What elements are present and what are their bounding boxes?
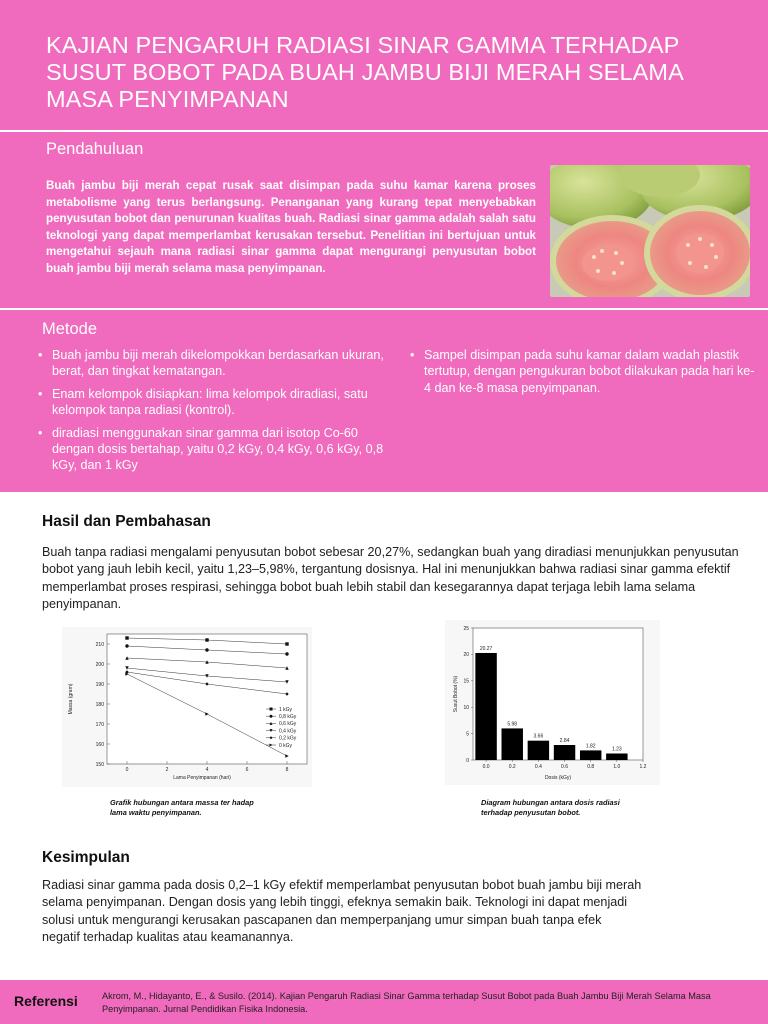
bar-chart-x-tick-label: 1.0 bbox=[613, 764, 621, 770]
bar-chart-plot-area bbox=[473, 628, 643, 760]
bar-chart-bar bbox=[606, 754, 627, 760]
hasil-text: Buah tanpa radiasi mengalami penyusutan bobot sebesar 20,27%, sedangkan buah yang diradiasi menunjukkan penyusutan bobot yang jauh lebih kecil, yaitu 1,23–5,98%, tergantung dosisnya. Hal ini menunjukkan bahwa radiasi sinar gamma efektif memperlambat proses respirasi, sehingga bobot buah lebih stabil dan kesegarannya dapat terjaga lebih lama selama penyimpanan. bbox=[42, 545, 739, 611]
bar-chart-value-label: 3.66 bbox=[533, 733, 544, 740]
section-metode bbox=[0, 310, 768, 492]
bar-chart-y-tick-label: 10 bbox=[463, 705, 469, 711]
metode-list-left bbox=[38, 347, 398, 480]
metode-list-right bbox=[410, 347, 755, 402]
line-chart-x-tick-label: 8 bbox=[285, 767, 289, 773]
line-chart-point bbox=[285, 642, 288, 645]
line-chart-legend-marker bbox=[270, 708, 273, 711]
line-chart-y-tick-label: 180 bbox=[95, 701, 104, 708]
shrinkage-bar-chart bbox=[445, 620, 660, 785]
bar-chart-value-label: 5.98 bbox=[507, 721, 518, 728]
bar-chart-x-tick-label: 0.8 bbox=[587, 764, 595, 770]
line-chart-point bbox=[205, 648, 208, 651]
metode-item: • Enam kelompok disiapkan: lima kelompok diradiasi, satu kelompok tanpa radiasi (kontrol). bbox=[38, 386, 398, 419]
line-chart-y-tick-label: 190 bbox=[95, 681, 104, 688]
guava-photo bbox=[550, 165, 750, 297]
metode-item: • Sampel disimpan pada suhu kamar dalam wadah plastik tertutup, dengan pengukuran bobot dilakukan pada hari ke-4 dan ke-8 masa penyimpanan. bbox=[410, 347, 755, 396]
line-chart-legend-label: 0,4 kGy bbox=[279, 728, 297, 735]
bar-chart-x-tick-label: 0.0 bbox=[482, 764, 490, 770]
bar-chart-y-tick-label: 15 bbox=[463, 678, 469, 685]
line-chart-point bbox=[125, 636, 128, 639]
mass-line-chart bbox=[62, 627, 312, 787]
bar-chart-ylabel: Susut Bobot (%) bbox=[453, 675, 459, 713]
line-chart-point bbox=[285, 652, 288, 655]
metode-item: • Buah jambu biji merah dikelompokkan berdasarkan ukuran, berat, dan tingkat kematangan. bbox=[38, 347, 398, 380]
pendahuluan-heading: Pendahuluan bbox=[46, 140, 144, 158]
bar-chart-bar bbox=[502, 728, 523, 760]
referensi-heading: Referensi bbox=[14, 993, 78, 1009]
bar-chart-bar bbox=[475, 653, 496, 760]
bar-chart-value-label: 1.23 bbox=[611, 746, 622, 753]
line-chart-point bbox=[125, 644, 128, 647]
line-chart-caption: Grafik hubungan antara massa ter hadap lama waktu penyimpanan. bbox=[110, 798, 254, 817]
bar-chart-y-tick-label: 5 bbox=[466, 731, 469, 738]
line-chart-x-tick-label: 4 bbox=[205, 767, 209, 773]
line-chart-x-tick-label: 2 bbox=[165, 767, 169, 773]
line-chart-legend-marker bbox=[270, 715, 273, 718]
bar-chart-value-label: 2.84 bbox=[559, 738, 570, 745]
section-referensi bbox=[0, 980, 768, 1024]
line-chart-legend-label: 0 kGy bbox=[279, 742, 293, 749]
bar-chart-x-tick-label: 0.6 bbox=[561, 764, 569, 770]
bar-chart-value-label: 20.27 bbox=[479, 645, 493, 652]
poster-title: KAJIAN PENGARUH RADIASI SINAR GAMMA TERHADAP SUSUT BOBOT PADA BUAH JAMBU BIJI MERAH SELAMA MASA PENYIMPANAN bbox=[46, 32, 683, 112]
bar-chart-x-tick-label: 1.2 bbox=[639, 764, 647, 770]
line-chart-y-tick-label: 160 bbox=[95, 741, 104, 748]
line-chart-y-tick-label: 210 bbox=[95, 641, 104, 648]
bar-chart-bar bbox=[580, 750, 601, 760]
poster-header bbox=[0, 0, 768, 130]
line-chart-legend-label: 0,8 kGy bbox=[279, 714, 297, 720]
line-chart-x-tick-label: 6 bbox=[245, 767, 249, 773]
line-chart-point bbox=[205, 638, 208, 641]
bar-chart-y-tick-label: 20 bbox=[463, 652, 469, 659]
bar-chart-y-tick-label: 0 bbox=[466, 757, 469, 764]
metode-item: • diradiasi menggunakan sinar gamma dari isotop Co-60 dengan dosis bertahap, yaitu 0,2 kGy, 0,4 kGy, 0,6 kGy, 0,8 kGy, dan 1 kGy bbox=[38, 425, 398, 474]
bar-chart-x-tick-label: 0.2 bbox=[508, 764, 516, 770]
line-chart-x-tick-label: 0 bbox=[125, 767, 129, 773]
bar-chart-bar bbox=[554, 745, 575, 760]
bar-chart-x-tick-label: 0.4 bbox=[534, 764, 542, 770]
bar-chart-y-tick-label: 25 bbox=[463, 625, 469, 632]
kesimpulan-heading: Kesimpulan bbox=[42, 849, 130, 866]
bar-chart-bar bbox=[528, 741, 549, 760]
line-chart-y-tick-label: 170 bbox=[95, 721, 104, 728]
guava-photo-icon bbox=[550, 165, 750, 297]
hasil-heading: Hasil dan Pembahasan bbox=[42, 513, 211, 530]
bar-chart-caption: Diagram hubungan antara dosis radiasi terhadap penyusutan bobot. bbox=[481, 798, 620, 817]
line-chart-y-tick-label: 150 bbox=[95, 761, 104, 768]
kesimpulan-text: Radiasi sinar gamma pada dosis 0,2–1 kGy efektif memperlambat penyusutan bobot buah jambu biji merah selama penyimpanan. Dengan dosis yang lebih tinggi, efeknya semakin baik. Teknologi ini dapat menjadi solusi untuk mengurangi kerusakan pascapanen dan memperpanjang umur simpan buah tanpa efek negatif terhadap kualitas atau keamanannya. bbox=[42, 878, 642, 944]
bar-chart-xlabel: Dosis (kGy) bbox=[544, 775, 572, 781]
bar-chart-value-label: 1.82 bbox=[585, 743, 596, 750]
line-chart-ylabel: Massa (gram) bbox=[68, 683, 74, 715]
line-chart-y-tick-label: 200 bbox=[95, 661, 104, 668]
referensi-text: Akrom, M., Hidayanto, E., & Susilo. (2014). Kajian Pengaruh Radiasi Sinar Gamma terhadap Susut Bobot pada Buah Jambu Biji Merah Selama Masa Penyimpanan. Jurnal Pendidikan Fisika Indonesia. bbox=[102, 991, 711, 1014]
line-chart-legend-label: 1 kGy bbox=[279, 706, 293, 713]
line-chart-legend-label: 0,6 kGy bbox=[279, 721, 297, 728]
pendahuluan-text: Buah jambu biji merah cepat rusak saat disimpan pada suhu kamar karena proses metabolisme yang terus berlangsung. Penanganan yang kurang tepat menyebabkan penyusutan bobot dan penurunan kualitas buah. Radiasi sinar gamma adalah salah satu teknologi yang dapat memperlambat kerusakan tersebut. Penelitian ini bertujuan untuk mengetahui sejauh mana radiasi sinar gamma dapat mengurangi penyusutan bobot buah jambu biji merah selama masa penyimpanan. bbox=[46, 179, 536, 275]
metode-heading: Metode bbox=[42, 320, 98, 338]
line-chart-xlabel: Lama Penyimpanan (hari) bbox=[173, 775, 231, 781]
line-chart-legend-label: 0,2 kGy bbox=[279, 735, 297, 742]
